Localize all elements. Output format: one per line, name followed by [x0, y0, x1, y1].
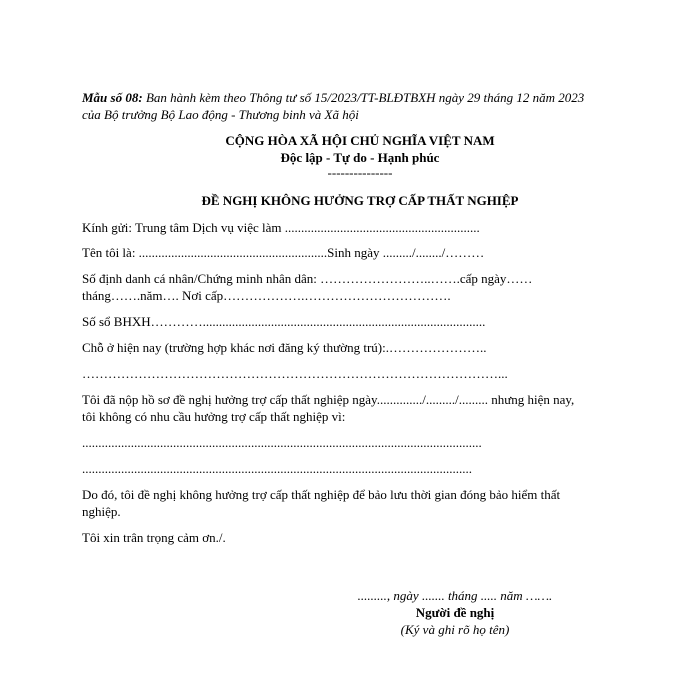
thanks-line: Tôi xin trân trọng cảm ơn./.: [82, 530, 226, 545]
residence-continuation-line: ……………………………………………………………………………………...: [82, 366, 508, 381]
reason-line-1: ...........................................................................................................................: [82, 435, 482, 450]
submitted-line: Tôi đã nộp hồ sơ đề nghị hưởng trợ cấp thất nghiệp ngày............../........./......... nhưng hiện nay,: [82, 392, 575, 407]
reason-line-2: ........................................................................................................................: [82, 461, 472, 476]
id-number-line: Số định danh cá nhân/Chứng minh nhân dân: ……………………..…….cấp ngày……: [82, 271, 533, 286]
national-motto: Độc lập - Tự do - Hạnh phúc: [280, 150, 440, 165]
requester-label: Người đề nghị: [415, 605, 495, 620]
form-number-label: Mẫu số 08:: [82, 90, 143, 105]
issued-by: của Bộ trưởng Bộ Lao động - Thương binh và Xã hội: [82, 107, 359, 122]
recipient-line: Kính gửi: Trung tâm Dịch vụ việc làm ............................................................: [82, 220, 480, 235]
signature-date-line: ........., ngày ....... tháng ..... năm …….: [357, 588, 553, 603]
name-birthdate-line: Tên tôi là: ..........................................................Sinh ngày ........./......../………: [82, 245, 485, 260]
document-title: ĐỀ NGHỊ KHÔNG HƯỞNG TRỢ CẤP THẤT NGHIỆP: [201, 193, 519, 208]
request-line-2: nghiệp.: [82, 504, 121, 519]
issued-text: Ban hành kèm theo Thông tư số 15/2023/TT-BLĐTBXH ngày 29 tháng 12 năm 2023: [145, 90, 585, 105]
id-issue-line: tháng…….năm…. Nơi cấp……………….…………………………….: [82, 288, 451, 303]
signature-note: (Ký và ghi rõ họ tên): [400, 622, 510, 637]
request-line-1: Do đó, tôi đề nghị không hưởng trợ cấp thất nghiệp để bảo lưu thời gian đóng bảo hiểm thất: [82, 487, 561, 502]
country-name: CỘNG HÒA XÃ HỘI CHỦ NGHĨA VIỆT NAM: [225, 133, 495, 148]
residence-line: Chỗ ở hiện nay (trường hợp khác nơi đăng ký thường trú):.…………………..: [82, 340, 487, 355]
social-insurance-line: Số sổ BHXH………….......................................................................................: [82, 314, 486, 329]
motto-divider: ---------------: [327, 165, 393, 180]
form-header-line1: [82, 90, 584, 106]
no-need-line: tôi không có nhu cầu hưởng trợ cấp thất nghiệp vì:: [82, 409, 346, 424]
